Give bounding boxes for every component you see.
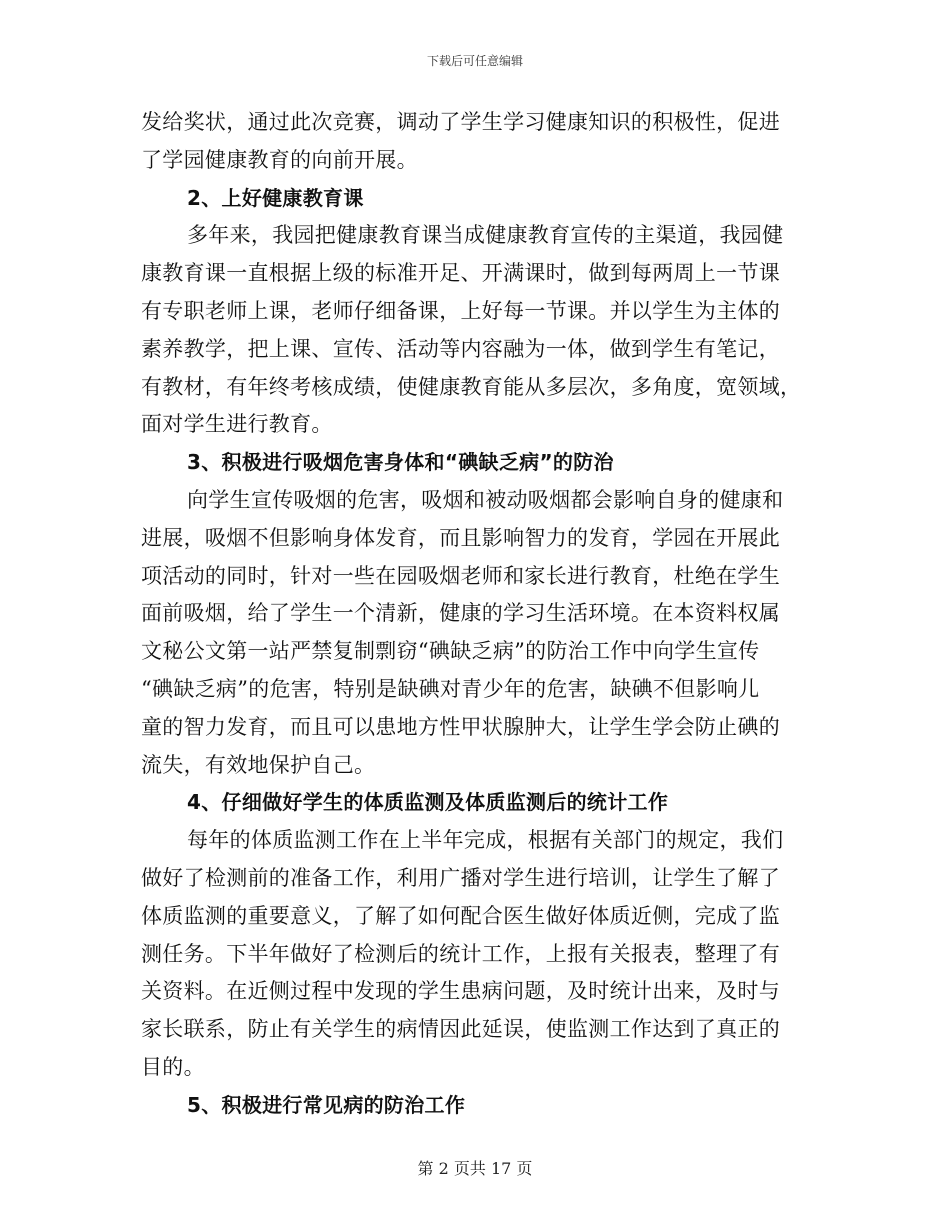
paragraph-line: 项活动的同时，针对一些在园吸烟老师和家长进行教育，杜绝在学生: [141, 563, 780, 588]
paragraph-line: 流失，有效地保护自己。: [141, 752, 376, 777]
paragraph-line: 目的。: [141, 1054, 205, 1079]
paragraph-line: 做好了检测前的准备工作，利用广播对学生进行培训，让学生了解了: [141, 865, 780, 890]
paragraph-line: 每年的体质监测工作在上半年完成，根据有关部门的规定，我们: [187, 828, 784, 853]
section-heading: 4、仔细做好学生的体质监测及体质监测后的统计工作: [187, 790, 669, 815]
section-heading: 5、积极进行常见病的防治工作: [187, 1092, 466, 1117]
paragraph-line: “碘缺乏病”的危害，特别是缺碘对青少年的危害，缺碘不但影响儿: [141, 676, 760, 701]
paragraph-line: 面前吸烟，给了学生一个清新，健康的学习生活环境。在本资料权属: [141, 601, 780, 626]
paragraph-line: 向学生宣传吸烟的危害，吸烟和被动吸烟都会影响自身的健康和: [187, 487, 784, 512]
paragraph-line: 发给奖状，通过此次竞赛，调动了学生学习健康知识的积极性，促进: [141, 110, 780, 134]
section-heading: 2、上好健康教育课: [187, 185, 364, 210]
paragraph-line: 多年来，我园把健康教育课当成健康教育宣传的主渠道，我园健: [187, 223, 784, 248]
document-body: [141, 104, 811, 1125]
paragraph-line: 素养教学，把上课、宣传、活动等内容融为一体，做到学生有笔记，: [141, 336, 780, 361]
page-footer: 第 2 页共 17 页: [417, 1159, 533, 1178]
paragraph-line: 了学园健康教育的向前开展。: [141, 147, 418, 172]
paragraph-line: 童的智力发育，而且可以患地方性甲状腺肿大，让学生学会防止碘的: [141, 714, 780, 739]
paragraph-line: 面对学生进行教育。: [141, 412, 333, 437]
paragraph-line: 体质监测的重要意义，了解了如何配合医生做好体质近侧，完成了监: [141, 903, 780, 928]
paragraph-line: 关资料。在近侧过程中发现的学生患病问题，及时统计出来，及时与: [141, 979, 780, 1004]
paragraph-line: 文秘公文第一站严禁复制剽窃“碘缺乏病”的防治工作中向学生宣传: [141, 639, 760, 664]
paragraph-line: 有专职老师上课，老师仔细备课，上好每一节课。并以学生为主体的: [141, 298, 780, 323]
paragraph-line: 进展，吸烟不但影响身体发育，而且影响智力的发育，学园在开展此: [141, 525, 780, 550]
section-heading: 3、积极进行吸烟危害身体和“碘缺乏病”的防治: [187, 450, 614, 475]
page-header: 下载后可任意编辑: [426, 54, 523, 68]
paragraph-line: 有教材，有年终考核成绩，使健康教育能从多层次，多角度，宽领域，: [141, 374, 802, 399]
paragraph-line: 测任务。下半年做好了检测后的统计工作，上报有关报表，整理了有: [141, 941, 780, 966]
paragraph-line: 家长联系，防止有关学生的病情因此延误，使监测工作达到了真正的: [141, 1017, 780, 1042]
paragraph-line: 康教育课一直根据上级的标准开足、开满课时，做到每两周上一节课: [141, 261, 780, 286]
